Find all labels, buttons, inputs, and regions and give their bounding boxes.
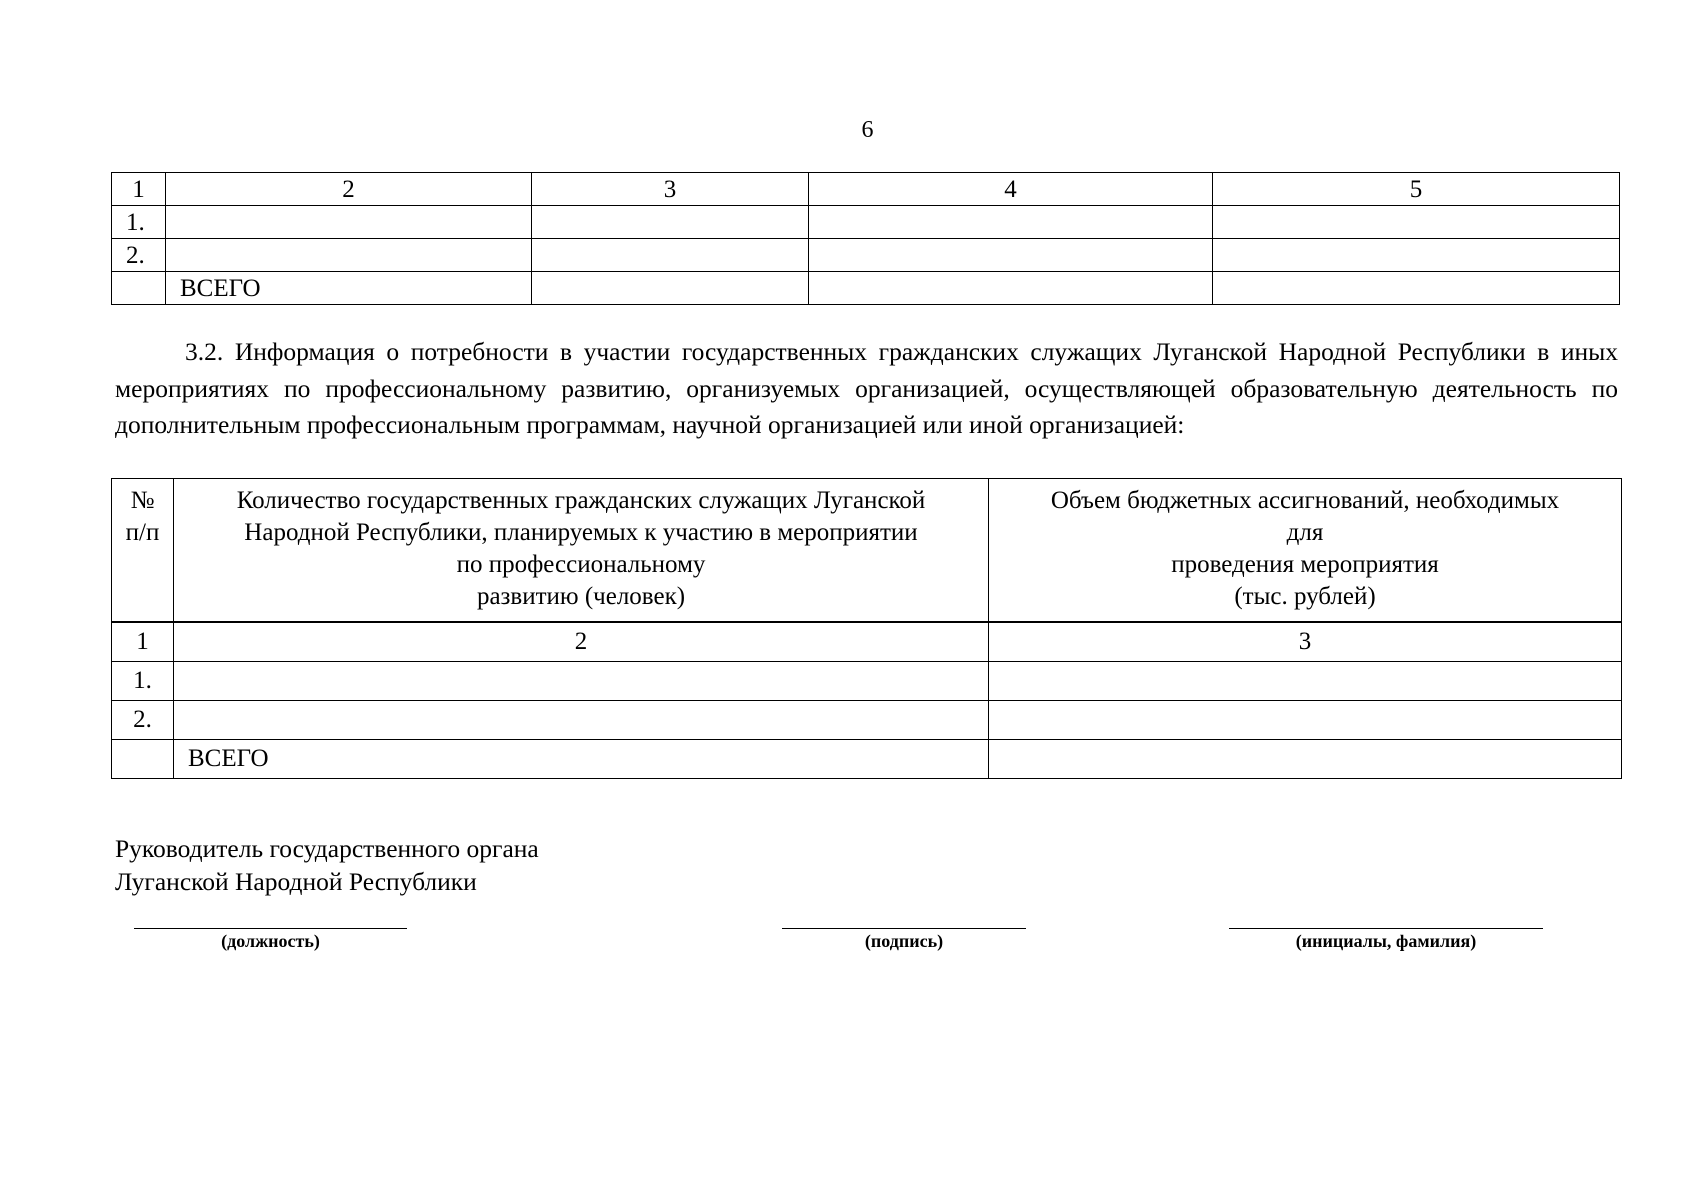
signatory-title-line: Руководитель государственного органа	[115, 834, 539, 863]
table-total-row	[112, 272, 1620, 305]
signature-line	[782, 928, 1026, 929]
total-label: ВСЕГО	[166, 272, 532, 305]
table-cell	[166, 239, 532, 272]
table-cell	[809, 239, 1213, 272]
header-text: Народной Республики, планируемых к участию в мероприятии	[244, 519, 918, 546]
page-number: 6	[861, 117, 874, 143]
table-cell: 3	[989, 622, 1622, 662]
budget-table-1	[111, 172, 1620, 305]
header-text: проведения мероприятия	[1171, 551, 1439, 578]
table-cell	[989, 740, 1622, 779]
signatory-title-line: Луганской Народной Республики	[115, 867, 477, 896]
table-header-row	[112, 173, 1620, 206]
table-header-cell: 3	[532, 173, 809, 206]
table-cell	[532, 272, 809, 305]
header-text: развитию (человек)	[476, 583, 686, 610]
table-cell	[989, 662, 1622, 701]
header-text: Объем бюджетных ассигнований, необходимых	[1050, 487, 1560, 514]
total-label: ВСЕГО	[174, 740, 989, 779]
signature-caption: (подпись)	[864, 931, 944, 951]
table-cell	[112, 740, 174, 779]
table-cell: 1.	[112, 662, 174, 701]
table-cell	[1213, 239, 1620, 272]
table-cell	[989, 701, 1622, 740]
table-cell	[174, 701, 989, 740]
header-budget-column	[989, 479, 1622, 623]
table-cell	[1213, 206, 1620, 239]
table-cell: 2	[174, 622, 989, 662]
header-text: №	[130, 487, 155, 514]
table-row	[112, 206, 1620, 239]
table-cell	[112, 272, 166, 305]
table-cell	[532, 206, 809, 239]
header-text: п/п	[125, 519, 160, 546]
table-cell: 2.	[112, 701, 174, 740]
header-text: Количество государственных гражданских служащих Луганской	[236, 487, 926, 514]
table-cell: 2.	[112, 239, 166, 272]
name-signature-line	[1229, 928, 1543, 929]
signatory-title	[115, 832, 539, 898]
table-cell	[166, 206, 532, 239]
table-row	[112, 662, 1622, 701]
table-row	[112, 701, 1622, 740]
position-caption: (должность)	[221, 931, 320, 951]
name-caption: (инициалы, фамилия)	[1295, 931, 1477, 951]
table-header-row	[112, 479, 1622, 623]
table-row	[112, 239, 1620, 272]
header-text: (тыс. рублей)	[1234, 583, 1376, 610]
table-cell	[809, 206, 1213, 239]
header-number-column	[112, 479, 174, 623]
table-cell: 1.	[112, 206, 166, 239]
table-cell	[1213, 272, 1620, 305]
table-total-row	[112, 740, 1622, 779]
table-cell: 1	[112, 622, 174, 662]
table-cell	[809, 272, 1213, 305]
budget-table-2	[111, 478, 1622, 779]
table-numbering-row	[112, 622, 1622, 662]
table-cell	[174, 662, 989, 701]
section-paragraph: 3.2. Информация о потребности в участии государственных гражданских служащих Луганской Народной Республики в иных мероприятиях по профессиональному развитию, организуемых организацией, осуществляющей образовательную деятельность по дополнительным профессиональным программам, научной организацией или иной организацией:	[115, 337, 1618, 439]
table-header-cell: 5	[1213, 173, 1620, 206]
table-header-cell: 1	[112, 173, 166, 206]
table-header-cell: 2	[166, 173, 532, 206]
header-text: по профессиональному	[456, 551, 706, 578]
header-employees-column	[174, 479, 989, 623]
table-header-cell: 4	[809, 173, 1213, 206]
position-signature-line	[134, 928, 407, 929]
table-cell	[532, 239, 809, 272]
header-text: для	[1286, 519, 1324, 546]
